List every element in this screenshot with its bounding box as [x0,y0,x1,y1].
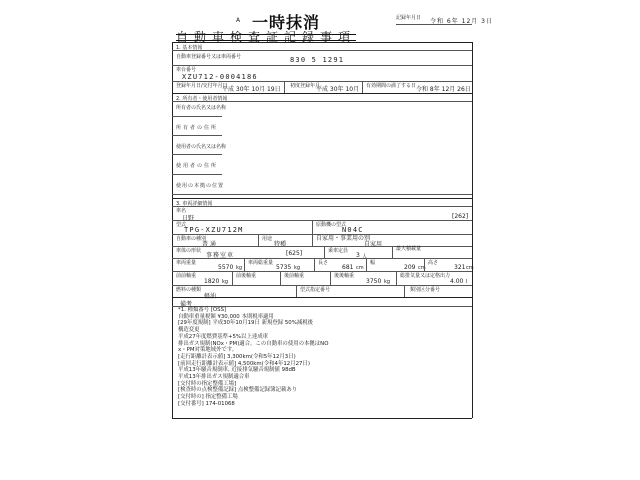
ff-axle-value: 1820 [204,278,220,285]
remarks-line: *1. 種類番号 [OSS] [178,307,227,313]
length-unit: cm [356,265,364,271]
model-label: 型式 [176,222,187,228]
kind-label: 自動車の種別 [176,236,207,242]
capacity-value: 3 [356,252,360,259]
remarks-line: 排出ガス規制(NOx・PM)適合。この自動車の使用の本拠はNO [178,340,329,347]
expiry-label: 有効期間の満了する日 [366,83,417,89]
use-label: 用途 [262,236,273,242]
chassis-value: XZU712-0004186 [182,73,258,81]
length-label: 長さ [318,260,329,266]
width-unit: cm [418,265,426,271]
owner-address-label: 所有者の住所 [176,125,219,131]
height-unit: cm [466,265,474,271]
maker-label: 車名 [176,208,187,214]
reg-number-label: 自動車登録番号又は車両番号 [176,54,242,60]
first-year-value: 平成 30年 10月 [316,86,360,93]
engine-label: 原動機の型式 [316,222,347,228]
first-year-label: 初度登録年月 [290,83,321,89]
temporary-deregistration-stamp: 一時抹消 [252,13,321,32]
first-reg-value: 平成 30年 10月 19日 [222,86,281,93]
gross-unit: kg [294,265,301,271]
shape-value: 事務室車 [206,252,235,259]
remarks-line: x・PM対策地域外です。 [178,347,238,354]
weight-label: 車両重量 [176,260,197,266]
record-date-label: 記録年月日 [396,15,422,21]
remarks-notes [178,307,328,408]
model-value: TPG-XZU712M [184,226,244,234]
use-value: 特種 [274,241,287,248]
remarks-line: [29年度規制] 平成30年10月19日 新規登録 50%減税後 [178,320,314,327]
section-vehicle-label: 3. 車両詳細情報 [176,201,213,207]
chassis-label: 車台番号 [176,67,197,73]
document-title: 自動車検査証記録事項 [176,30,357,44]
user-name-label: 使用者の氏名又は名称 [176,144,227,150]
remarks-label: 備考 [180,301,193,308]
maker-code: [262] [452,213,469,220]
height-label: 高さ [428,260,439,266]
remarks-line: [交付時の指定整備工場] [178,380,237,387]
remarks-line: 自動車重量税額 ¥30,000 本則税率適用 [178,313,274,320]
engine-value: N04C [342,226,364,234]
remarks-line: [検査時の点検整備記録] 点検整備記録簿記載あり [178,387,298,394]
title-underline [176,40,356,41]
remarks-line: 構造変更 [178,327,200,334]
length-value: 681 [342,264,354,271]
max-load-label: 最大積載量 [396,246,422,252]
rf-axle-label: 後前軸重 [284,273,305,279]
shape-label: 車体の形状 [176,248,202,254]
remarks-line: [交付番号] 174-01068 [178,400,235,407]
remarks-line: 平成27年度燃費基準+5%以上達成車 [178,333,269,340]
width-value: 209 [404,264,416,271]
reg-number-value: 830 5 1291 [290,56,345,64]
capacity-unit: 人 [362,254,368,260]
remarks-line: 平成13年排出ガス規制適合車 [178,374,250,381]
user-address-label: 使用者の住所 [176,163,219,169]
remarks-line: [交付時の] 指定整備工場 [178,394,238,401]
width-label: 幅 [370,260,376,266]
record-date-value: 令和 6年 12月 3日 [430,18,493,25]
fuel-label: 燃料の種類 [176,287,202,293]
first-reg-label: 登録年月日/交付年月日 [176,83,228,89]
purpose-label: 自家用・事業用の別 [316,235,371,242]
maker-value: 日野 [182,215,195,222]
class-label: 類別区分番号 [410,287,441,293]
disp-unit: l [466,279,468,285]
gross-label: 車両総重量 [248,260,274,266]
section-basic-label: 1. 基本情報 [176,45,203,51]
owner-name-label: 所有者の氏名又は名称 [176,105,227,111]
title-strike-line [176,34,356,35]
ff-axle-label: 前前軸重 [176,273,197,279]
base-location-label: 使用の本拠の位置 [176,183,225,189]
shape-code: [625] [286,250,303,257]
header-mark-a: A [236,17,241,24]
ff-axle-unit: kg [222,279,229,285]
weight-value: 5570 [218,264,234,271]
disp-value: 4.00 [450,278,464,285]
capacity-label: 乗車定員 [328,248,349,254]
fuel-value: 軽油 [204,293,217,300]
kind-value: 普通 [202,241,219,248]
section-owner-label: 2. 所有者・使用者情報 [176,96,228,102]
remarks-line: [前回走行距離計表示値] 4,500km(令和4年12月27日) [178,360,310,367]
rr-axle-label: 後後軸重 [334,273,355,279]
remarks-line: [走行距離計表示値] 3,300km(令和5年12月3日) [178,353,296,360]
cert-label: 型式指定番号 [300,287,331,293]
remarks-line: 平成13年騒音規制車, 近接排気騒音規制値 98dB [178,367,296,374]
height-value: 321 [454,264,466,271]
purpose-value: 自家用 [364,241,383,248]
weight-unit: kg [236,265,243,271]
rr-axle-value: 3750 [366,278,382,285]
disp-label: 総排気量又は定格出力 [400,273,451,279]
expiry-value: 令和 8年 12月 26日 [416,86,471,93]
rr-axle-unit: kg [384,279,391,285]
gross-value: 5735 [276,264,292,271]
fr-axle-label: 前後軸重 [236,273,257,279]
